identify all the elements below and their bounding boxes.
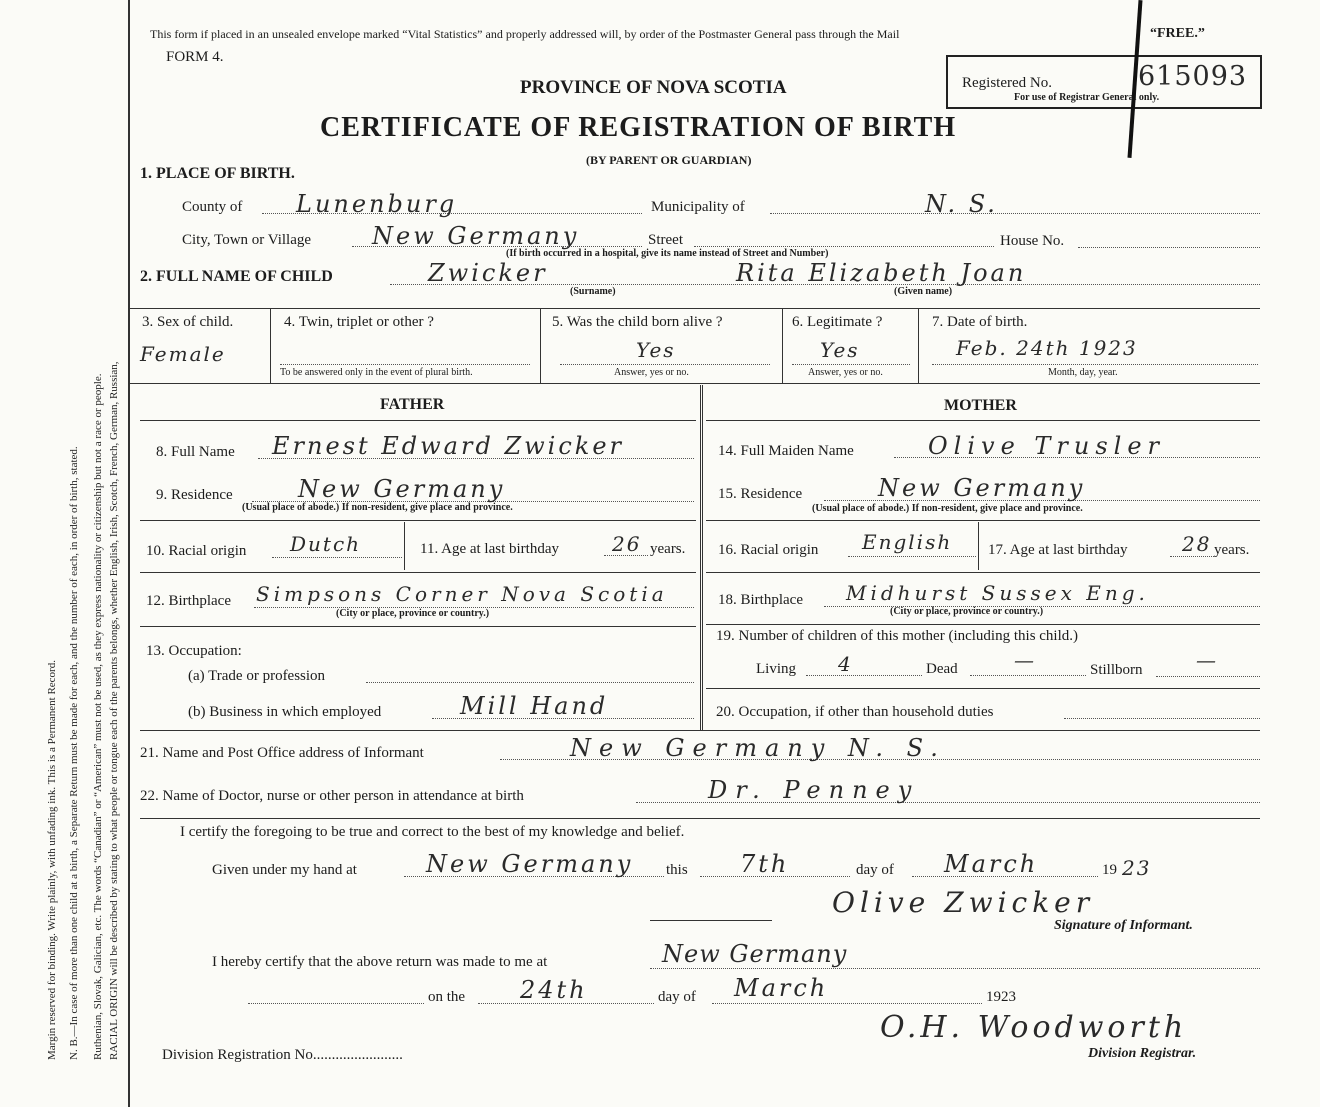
day-value: 7th — [740, 850, 790, 878]
municipality-line — [770, 213, 1260, 214]
mother-race-label: 16. Racial origin — [718, 542, 819, 558]
registrar-label: Division Registrar. — [1088, 1046, 1197, 1061]
father-res-note: (Usual place of abode.) If non-resident, give place and province. — [242, 502, 513, 513]
father-name-value: Ernest Edward Zwicker — [272, 432, 624, 460]
mother-race-value: English — [862, 530, 953, 554]
father-occ-label: 13. Occupation: — [146, 643, 242, 659]
box-divider-2 — [540, 308, 541, 383]
return-label: I hereby certify that the above return was made to me at — [212, 954, 548, 970]
city-label: City, Town or Village — [182, 232, 312, 248]
child-name-label: 2. FULL NAME OF CHILD — [140, 268, 333, 285]
father-race-line — [272, 557, 402, 558]
mother-race-divider — [978, 522, 979, 570]
city-value: New Germany — [372, 222, 580, 250]
margin-rule — [128, 0, 130, 1107]
dead-label: Dead — [926, 661, 958, 677]
margin-racial-origin-2: Ruthenian, Slovak, Galician, etc. The words “Canadian” or “American” must not be used, as they express nationality or citizenship but not a race or people. — [92, 373, 104, 1060]
father-trade-line — [366, 682, 694, 683]
registered-number: 615093 — [1138, 61, 1248, 92]
mother-children-label: 19. Number of children of this mother (including this child.) — [716, 628, 1079, 644]
mother-heading: MOTHER — [944, 397, 1017, 414]
dead-line — [970, 675, 1086, 676]
living-line — [806, 675, 922, 676]
box-divider-3 — [782, 308, 783, 383]
father-bp-value: Simpsons Corner Nova Scotia — [256, 582, 668, 606]
informant-label: 21. Name and Post Office address of Informant — [140, 745, 424, 761]
mother-rule-1 — [706, 520, 1260, 521]
mother-occ-line — [1064, 718, 1260, 719]
legit-value: Yes — [820, 338, 860, 362]
row-top-border — [130, 308, 1260, 309]
mother-res-value: New Germany — [878, 474, 1086, 502]
father-name-label: 8. Full Name — [156, 444, 235, 460]
row-bottom-border — [130, 383, 1260, 384]
doctor-label: 22. Name of Doctor, nurse or other person in attendance at birth — [140, 788, 524, 804]
father-age-unit: years. — [650, 541, 686, 557]
on-day-value: 24th — [520, 976, 588, 1004]
dead-value: — — [1014, 648, 1036, 672]
parents-bottom-rule — [140, 730, 1260, 731]
parents-heading-rule-right — [706, 420, 1260, 421]
father-race-divider — [404, 522, 405, 570]
father-res-label: 9. Residence — [156, 487, 233, 503]
mother-res-note: (Usual place of abode.) If non-resident, give place and province. — [812, 503, 1083, 514]
mother-race-line — [848, 556, 976, 557]
margin-binding-note: Margin reserved for binding. Write plainly, with unfading ink. This is a Permanent Record. — [46, 660, 58, 1060]
parents-heading-rule-left — [140, 420, 696, 421]
father-biz-value: Mill Hand — [460, 692, 609, 720]
sex-label: 3. Sex of child. — [142, 314, 234, 330]
dob-value: Feb. 24th 1923 — [956, 336, 1138, 360]
on-pre-line — [248, 1003, 424, 1004]
mother-name-label: 14. Full Maiden Name — [718, 443, 854, 459]
informant-value: New Germany N. S. — [570, 734, 946, 762]
stillborn-value: — — [1196, 648, 1218, 672]
place-of-birth-label: 1. PLACE OF BIRTH. — [140, 165, 295, 182]
legit-line — [792, 364, 910, 365]
day-of-label: day of — [856, 862, 894, 878]
mother-bp-note: (City or place, province or country.) — [890, 606, 1044, 617]
living-label: Living — [756, 661, 796, 677]
mother-age-line — [1170, 556, 1214, 557]
mail-notice: This form if placed in an unsealed envelope marked “Vital Statistics” and properly addressed will, by order of the Postmaster General pass through the Mail — [150, 27, 900, 41]
cert-statement: I certify the foregoing to be true and correct to the best of my knowledge and belief. — [180, 824, 685, 840]
father-bp-label: 12. Birthplace — [146, 593, 231, 609]
return-place-value: New Germany — [662, 940, 848, 968]
alive-value: Yes — [636, 338, 676, 362]
legit-label: 6. Legitimate ? — [792, 314, 883, 330]
mother-age-label: 17. Age at last birthday — [988, 542, 1128, 558]
return-place-line — [650, 968, 1260, 969]
this-label: this — [666, 862, 688, 878]
signature-label: Signature of Informant. — [1054, 918, 1193, 933]
mother-bp-label: 18. Birthplace — [718, 592, 803, 608]
sex-value: Female — [140, 342, 226, 366]
legit-note: Answer, yes or no. — [808, 367, 883, 378]
month-value: March — [944, 850, 1039, 878]
father-rule-3 — [140, 626, 696, 627]
mother-age-unit: years. — [1214, 542, 1250, 558]
stillborn-line — [1156, 676, 1260, 677]
father-age-label: 11. Age at last birthday — [420, 541, 559, 557]
mother-rule-2 — [706, 572, 1260, 573]
on-month-value: March — [734, 974, 829, 1002]
registrar-note: For use of Registrar General only. — [1014, 92, 1160, 103]
father-bp-note: (City or place, province or country.) — [336, 608, 490, 619]
free-label: “FREE.” — [1150, 26, 1205, 41]
division-registration-no: Division Registration No........................ — [162, 1047, 403, 1063]
father-race-value: Dutch — [290, 532, 362, 556]
father-race-label: 10. Racial origin — [146, 543, 247, 559]
living-value: 4 — [838, 652, 853, 676]
mother-name-value: Olive Trusler — [928, 432, 1166, 460]
registrar-signature: O.H. Woodworth — [880, 1010, 1188, 1045]
form-number: FORM 4. — [166, 49, 224, 65]
mother-rule-4 — [706, 688, 1260, 689]
street-line — [694, 246, 994, 247]
margin-racial-origin-1: RACIAL ORIGIN will be described by stating to what people or tongue each of the parents belongs, whether English, Irish, Scotch, French, German, Russian, — [108, 361, 120, 1060]
mother-occ-label: 20. Occupation, if other than household duties — [716, 704, 994, 720]
doctor-value: Dr. Penney — [708, 776, 920, 804]
given-label: Given under my hand at — [212, 862, 357, 878]
municipality-label: Municipality of — [651, 199, 745, 215]
province-title: PROVINCE OF NOVA SCOTIA — [520, 77, 787, 98]
mother-age-value: 28 — [1182, 532, 1212, 556]
hospital-note: (If birth occurred in a hospital, give its name instead of Street and Number) — [506, 248, 829, 259]
informant-signature: Olive Zwicker — [832, 886, 1095, 919]
mother-rule-3 — [706, 624, 1260, 625]
father-heading: FATHER — [380, 396, 445, 413]
county-value: Lunenburg — [296, 190, 458, 218]
father-age-value: 26 — [612, 532, 642, 556]
informant-bottom-rule — [140, 818, 1260, 819]
year-value: 23 — [1122, 856, 1152, 880]
municipality-value: N. S. — [925, 190, 998, 218]
surname-note: (Surname) — [570, 286, 616, 297]
year-prefix: 19 — [1102, 862, 1117, 878]
alive-note: Answer, yes or no. — [614, 367, 689, 378]
child-surname-value: Zwicker — [428, 259, 548, 287]
registered-box — [946, 55, 1262, 109]
street-label: Street — [648, 232, 683, 248]
dob-note: Month, day, year. — [1048, 367, 1118, 378]
given-note: (Given name) — [894, 286, 953, 297]
parents-divider — [700, 385, 703, 730]
margin-nb-note: N. B.—In case of more than one child at a birth, a Separate Return must be made for each, and the number of each, in order of birth, stated. — [68, 446, 80, 1060]
county-label: County of — [182, 199, 243, 215]
father-biz-label: (b) Business in which employed — [188, 704, 382, 720]
short-rule — [650, 920, 772, 921]
on-label: on the — [428, 989, 466, 1005]
twin-line — [280, 364, 530, 365]
dob-label: 7. Date of birth. — [932, 314, 1028, 330]
alive-line — [560, 364, 770, 365]
mother-bp-value: Midhurst Sussex Eng. — [846, 581, 1149, 605]
on-month-line — [712, 1003, 982, 1004]
registered-label: Registered No. — [962, 75, 1052, 91]
house-label: House No. — [1000, 233, 1065, 249]
father-rule-2 — [140, 572, 696, 573]
on-day-of-label: day of — [658, 989, 696, 1005]
mother-res-label: 15. Residence — [718, 486, 803, 502]
twin-note: To be answered only in the event of plural birth. — [280, 367, 473, 378]
box-divider-4 — [918, 308, 919, 383]
child-given-value: Rita Elizabeth Joan — [736, 259, 1027, 287]
father-rule-1 — [140, 520, 696, 521]
father-res-value: New Germany — [298, 475, 506, 503]
house-line — [1078, 247, 1260, 248]
dob-line — [932, 364, 1258, 365]
twin-label: 4. Twin, triplet or other ? — [284, 314, 434, 330]
page-subtitle: (BY PARENT OR GUARDIAN) — [586, 153, 752, 167]
father-trade-label: (a) Trade or profession — [188, 668, 326, 684]
alive-label: 5. Was the child born alive ? — [552, 314, 723, 330]
given-place-value: New Germany — [426, 850, 634, 878]
page-title: CERTIFICATE OF REGISTRATION OF BIRTH — [320, 112, 957, 143]
on-year-value: 1923 — [986, 989, 1016, 1005]
stillborn-label: Stillborn — [1090, 662, 1143, 678]
box-divider-1 — [270, 308, 271, 383]
